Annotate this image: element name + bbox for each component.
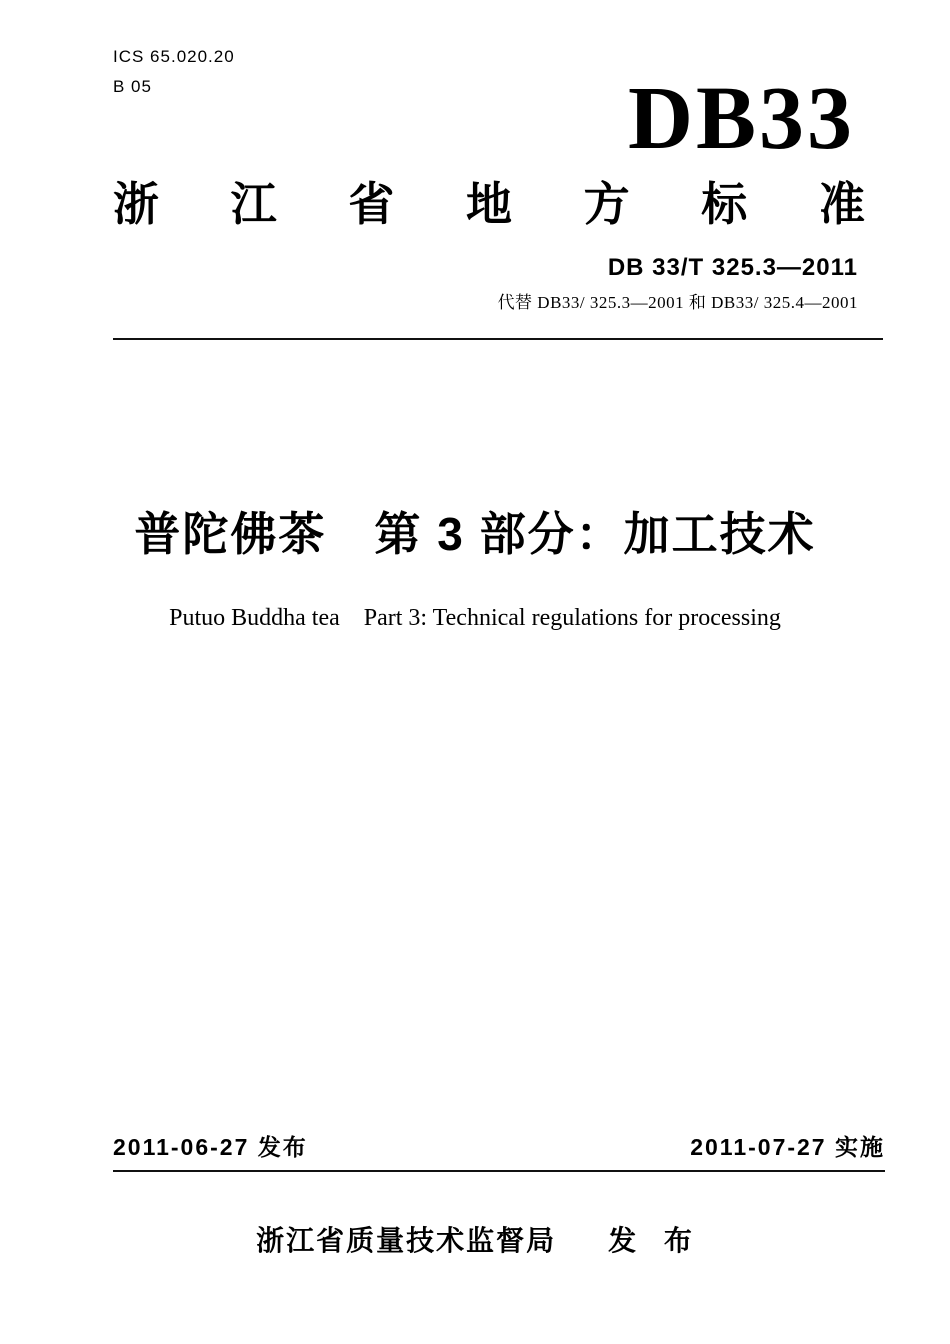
standard-name-char: 地 — [465, 178, 512, 230]
standard-name-char: 准 — [818, 178, 865, 230]
ics-code: ICS 65.020.20 — [113, 47, 235, 66]
document-title-en: Putuo Buddha tea Part 3: Technical regulations for processing — [169, 605, 781, 631]
implement-date: 2011-07-27 实施 — [690, 1134, 885, 1160]
supersedes-note: 代替 DB33/ 325.3—2001 和 DB33/ 325.4—2001 — [497, 293, 858, 312]
standard-name-char: 方 — [583, 178, 630, 230]
header-divider — [113, 338, 883, 340]
ics-block — [113, 42, 235, 102]
document-title-zh: 普陀佛茶 第 3 部分：加工技术 — [134, 508, 816, 560]
standard-name-heading — [113, 178, 865, 230]
publish-label: 发 布 — [608, 1225, 694, 1256]
issue-date: 2011-06-27 发布 — [113, 1134, 308, 1160]
ics-class-code: B 05 — [113, 77, 152, 96]
publisher-row — [0, 1219, 950, 1259]
standard-name-char: 江 — [230, 178, 277, 230]
dates-row — [113, 1129, 885, 1172]
standard-name-char: 标 — [701, 178, 748, 230]
db33-logo: DB33 — [627, 69, 855, 168]
standard-name-char: 浙 — [113, 178, 159, 230]
standard-number: DB 33/T 325.3—2011 — [607, 254, 858, 281]
standard-name-char: 省 — [348, 178, 395, 230]
publisher-name: 浙江省质量技术监督局 — [256, 1225, 557, 1256]
